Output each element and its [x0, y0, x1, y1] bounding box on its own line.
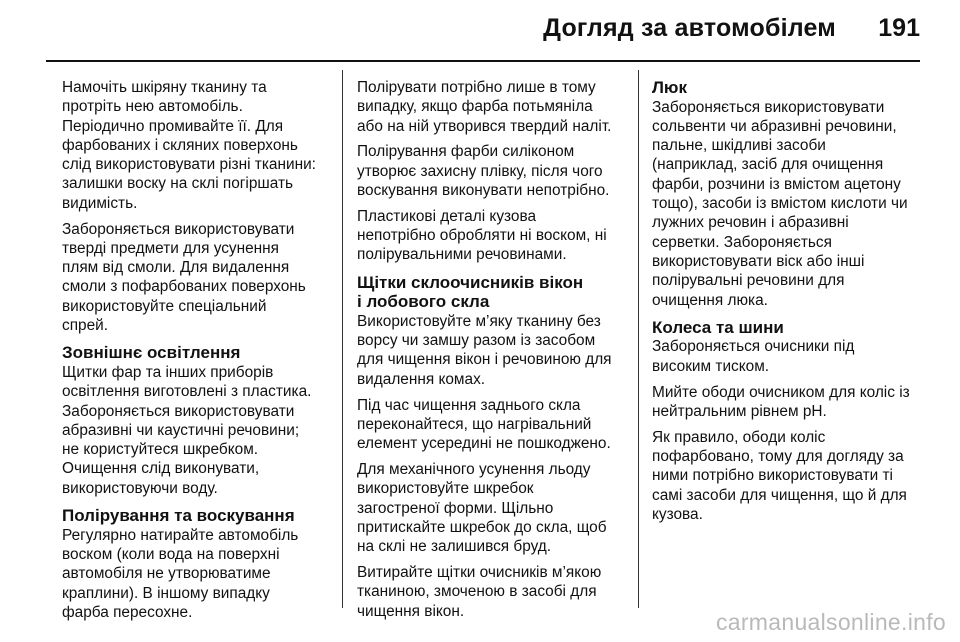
paragraph: Для механічного усунення льоду використовуйте шкребок загостреної форми. Щільно притискайте шкребок до скла, щоб на склі не залишився бруд.	[357, 460, 607, 556]
page-header	[0, 0, 960, 62]
paragraph: Забороняється використовувати сольвенти чи абразивні речовини, пальне, шкідливі засоби (наприклад, засіб для очищення фарби, розчини із вмістом ацетону тощо), засоби із вмістом кислоти чи лужних речовин і абразивні серветки. Забороняється використовувати віск або інші полірувальні речовини для очищення люка.	[652, 98, 908, 309]
section-heading: Зовнішнє освітлення	[62, 343, 241, 363]
column-divider	[638, 70, 639, 608]
paragraph: Як правило, ободи коліс пофарбовано, тому для догляду за ними потрібно використовувати ті самі засоби для чищення, що й для кузова.	[652, 428, 907, 523]
section-heading: Полірування та воскування	[62, 506, 295, 526]
text-column-2	[357, 78, 625, 627]
paragraph: Мийте ободи очисником для коліс із нейтральним рівнем pH.	[652, 383, 910, 420]
header-rule	[46, 60, 920, 62]
paragraph: Регулярно натирайте автомобіль воском (коли вода на поверхні автомобіля не утворюватиме краплини). В іншому випадку фарба пересохне.	[62, 526, 299, 621]
paragraph: Щитки фар та інших приборів освітлення виготовлені з пластика. Забороняється використовувати абразивні чи каустичні речовини; не користуйтеся шкребком. Очищення слід виконувати, використовуючи воду.	[62, 363, 312, 497]
text-column-3	[652, 78, 920, 531]
page-title: Догляд за автомобілем	[543, 14, 836, 42]
paragraph: Полірувати потрібно лише в тому випадку, якщо фарба потьмяніла або на ній утворився твердий наліт.	[357, 79, 612, 135]
paragraph: Пластикові деталі кузова непотрібно обробляти ні воском, ні полірувальними речовинами.	[357, 207, 607, 264]
page-number: 191	[878, 14, 920, 42]
paragraph: Забороняється використовувати тверді предмети для усунення плям від смоли. Для видалення смоли з пофарбованих поверхонь використовуйте спеціальний спрей.	[62, 220, 306, 335]
column-divider	[342, 70, 343, 608]
section-heading: Люк	[652, 78, 687, 97]
paragraph: Використовуйте м’яку тканину без ворсу чи замшу разом із засобом для чищення вікон і речовиною для видалення комах.	[357, 312, 612, 388]
paragraph: Витирайте щітки очисників м’якою тканиною, змоченою в засобі для чищення вікон.	[357, 563, 602, 620]
paragraph: Забороняється очисники під високим тиском.	[652, 338, 855, 375]
paragraph: Намочіть шкіряну тканину та протріть нею автомобіль. Періодично промивайте її. Для фарбованих і скляних поверхонь слід використовувати різні тканини: залишки воску на склі погіршать видимість.	[62, 79, 316, 212]
watermark: carmanualsonline.info	[715, 609, 946, 635]
section-heading: Щітки склоочисників вікон і лобового скла	[357, 272, 584, 312]
section-heading: Колеса та шини	[652, 317, 784, 337]
paragraph: Полірування фарби силіконом утворює захисну плівку, після чого воскування виконувати непотрібно.	[357, 143, 610, 199]
paragraph: Під час чищення заднього скла переконайтеся, що нагрівальний елемент усередині не пошкоджено.	[357, 396, 611, 453]
text-column-1	[62, 78, 330, 629]
